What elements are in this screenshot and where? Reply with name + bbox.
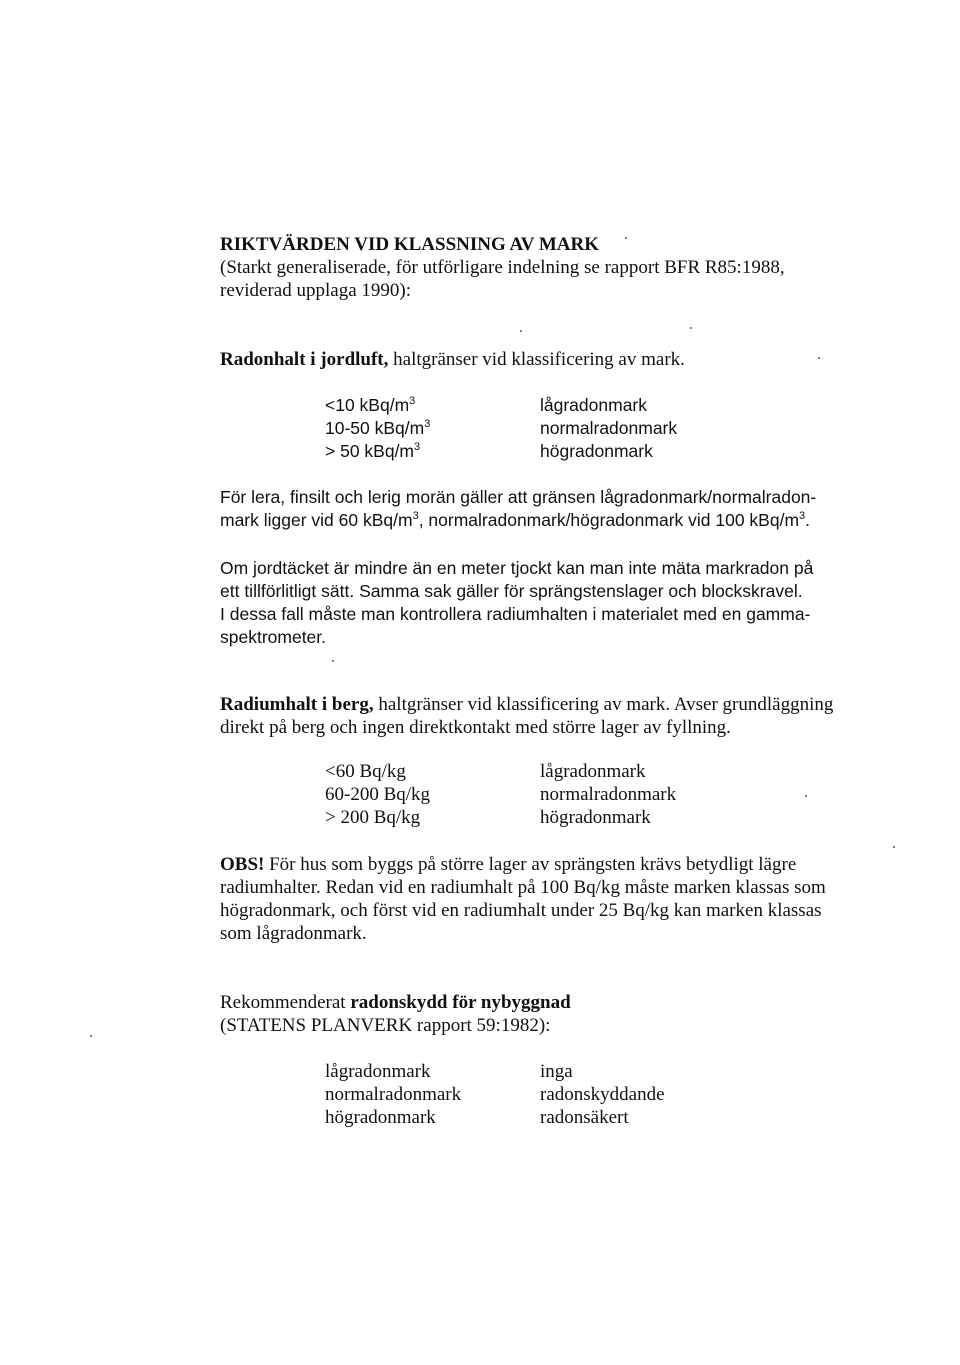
scan-speck bbox=[690, 327, 692, 329]
radium-rock-class: högradonmark bbox=[540, 807, 651, 828]
radon-soil-value: <10 kBq/$m^3$ bbox=[325, 395, 416, 415]
scan-speck bbox=[520, 330, 522, 332]
subtitle-line-2: reviderad upplaga 1990): bbox=[220, 280, 411, 301]
radon-soil-value: 10-50 kBq/$m^3$ bbox=[325, 418, 431, 438]
protection-class: normalradonmark bbox=[325, 1084, 462, 1105]
protection-class: högradonmark bbox=[325, 1107, 436, 1128]
document-heading bbox=[220, 233, 910, 302]
table-row bbox=[325, 394, 775, 417]
table-row bbox=[325, 806, 775, 829]
radium-rock-value: 60-200 Bq/kg bbox=[325, 784, 431, 805]
soil-cover-line-4: spektrometer. bbox=[220, 627, 327, 647]
obs-label: OBS! bbox=[220, 854, 265, 875]
radium-rock-table bbox=[325, 760, 775, 829]
table-row bbox=[325, 783, 775, 806]
radon-soil-class: högradonmark bbox=[540, 441, 653, 461]
radium-rock-value: <60 Bq/kg bbox=[325, 761, 406, 782]
protection-line-1-pre: Rekommenderat bbox=[220, 992, 351, 1013]
scan-speck bbox=[818, 357, 820, 359]
soil-cover-line-1: Om jordtäcket är mindre än en meter tjockt kan man inte mäta markradon på bbox=[220, 558, 814, 578]
table-row bbox=[325, 417, 775, 440]
obs-paragraph bbox=[220, 853, 910, 945]
obs-line-1: För hus som byggs på större lager av sprängsten krävs betydligt lägre bbox=[264, 854, 797, 875]
scan-speck bbox=[805, 795, 807, 797]
obs-line-4: som lågradonmark. bbox=[220, 923, 367, 944]
subtitle-line-1: (Starkt generaliserade, för utförligare indelning se rapport BFR R85:1988, bbox=[220, 257, 785, 278]
soil-cover-line-2: ett tillförlitligt sätt. Samma sak gäller för sprängstenslager och blockskravel. bbox=[220, 581, 803, 601]
scan-speck bbox=[90, 1035, 92, 1037]
page-title: RIKTVÄRDEN VID KLASSNING AV MARK bbox=[220, 234, 600, 255]
radon-soil-note-line-1: För lera, finsilt och lerig morän gäller att gränsen lågradonmark/normalradon- bbox=[220, 487, 817, 507]
radon-soil-heading-rest: haltgränser vid klassificering av mark. bbox=[388, 349, 685, 370]
radon-soil-note bbox=[220, 486, 910, 532]
radium-rock-line-2: direkt på berg och ingen direktkontakt med större lager av fyllning. bbox=[220, 717, 731, 738]
protection-level: radonsäkert bbox=[540, 1107, 629, 1128]
radium-rock-class: lågradonmark bbox=[540, 761, 646, 782]
protection-table bbox=[325, 1060, 775, 1129]
table-row bbox=[325, 1083, 775, 1106]
radon-soil-class: lågradonmark bbox=[540, 395, 647, 415]
scan-speck bbox=[332, 660, 334, 662]
table-row bbox=[325, 440, 775, 463]
obs-line-2: radiumhalter. Redan vid en radiumhalt på 100 Bq/kg måste marken klassas som bbox=[220, 877, 826, 898]
radon-soil-table bbox=[325, 394, 775, 463]
radon-soil-value: > 50 kBq/$m^3$ bbox=[325, 441, 421, 461]
table-row bbox=[325, 1060, 775, 1083]
radon-soil-heading-bold: Radonhalt i jordluft, bbox=[220, 349, 389, 370]
radium-rock-class: normalradonmark bbox=[540, 784, 677, 805]
protection-level: inga bbox=[540, 1061, 573, 1082]
protection-heading bbox=[220, 991, 910, 1037]
scan-speck bbox=[625, 237, 627, 239]
protection-class: lågradonmark bbox=[325, 1061, 431, 1082]
table-row bbox=[325, 760, 775, 783]
radon-soil-note-line-2: mark ligger vid 60 kBq/$m^3$, normalradonmark/högradonmark vid 100 kBq/$m^3$. bbox=[220, 510, 811, 530]
soil-cover-line-3: I dessa fall måste man kontrollera radiumhalten i materialet med en gamma- bbox=[220, 604, 811, 624]
radon-soil-heading bbox=[220, 348, 910, 371]
radium-rock-heading-rest: haltgränser vid klassificering av mark. Avser grundläggning bbox=[373, 694, 834, 715]
scan-speck bbox=[893, 846, 895, 848]
soil-cover-paragraph bbox=[220, 557, 910, 649]
protection-level: radonskyddande bbox=[540, 1084, 665, 1105]
table-row bbox=[325, 1106, 775, 1129]
radium-rock-value: > 200 Bq/kg bbox=[325, 807, 421, 828]
radium-rock-paragraph bbox=[220, 693, 910, 739]
protection-line-2: (STATENS PLANVERK rapport 59:1982): bbox=[220, 1015, 551, 1036]
obs-line-3: högradonmark, och först vid en radiumhalt under 25 Bq/kg kan marken klassas bbox=[220, 900, 822, 921]
radium-rock-heading-bold: Radiumhalt i berg, bbox=[220, 694, 374, 715]
protection-line-1-bold: radonskydd för nybyggnad bbox=[350, 992, 571, 1013]
radon-soil-class: normalradonmark bbox=[540, 418, 678, 438]
